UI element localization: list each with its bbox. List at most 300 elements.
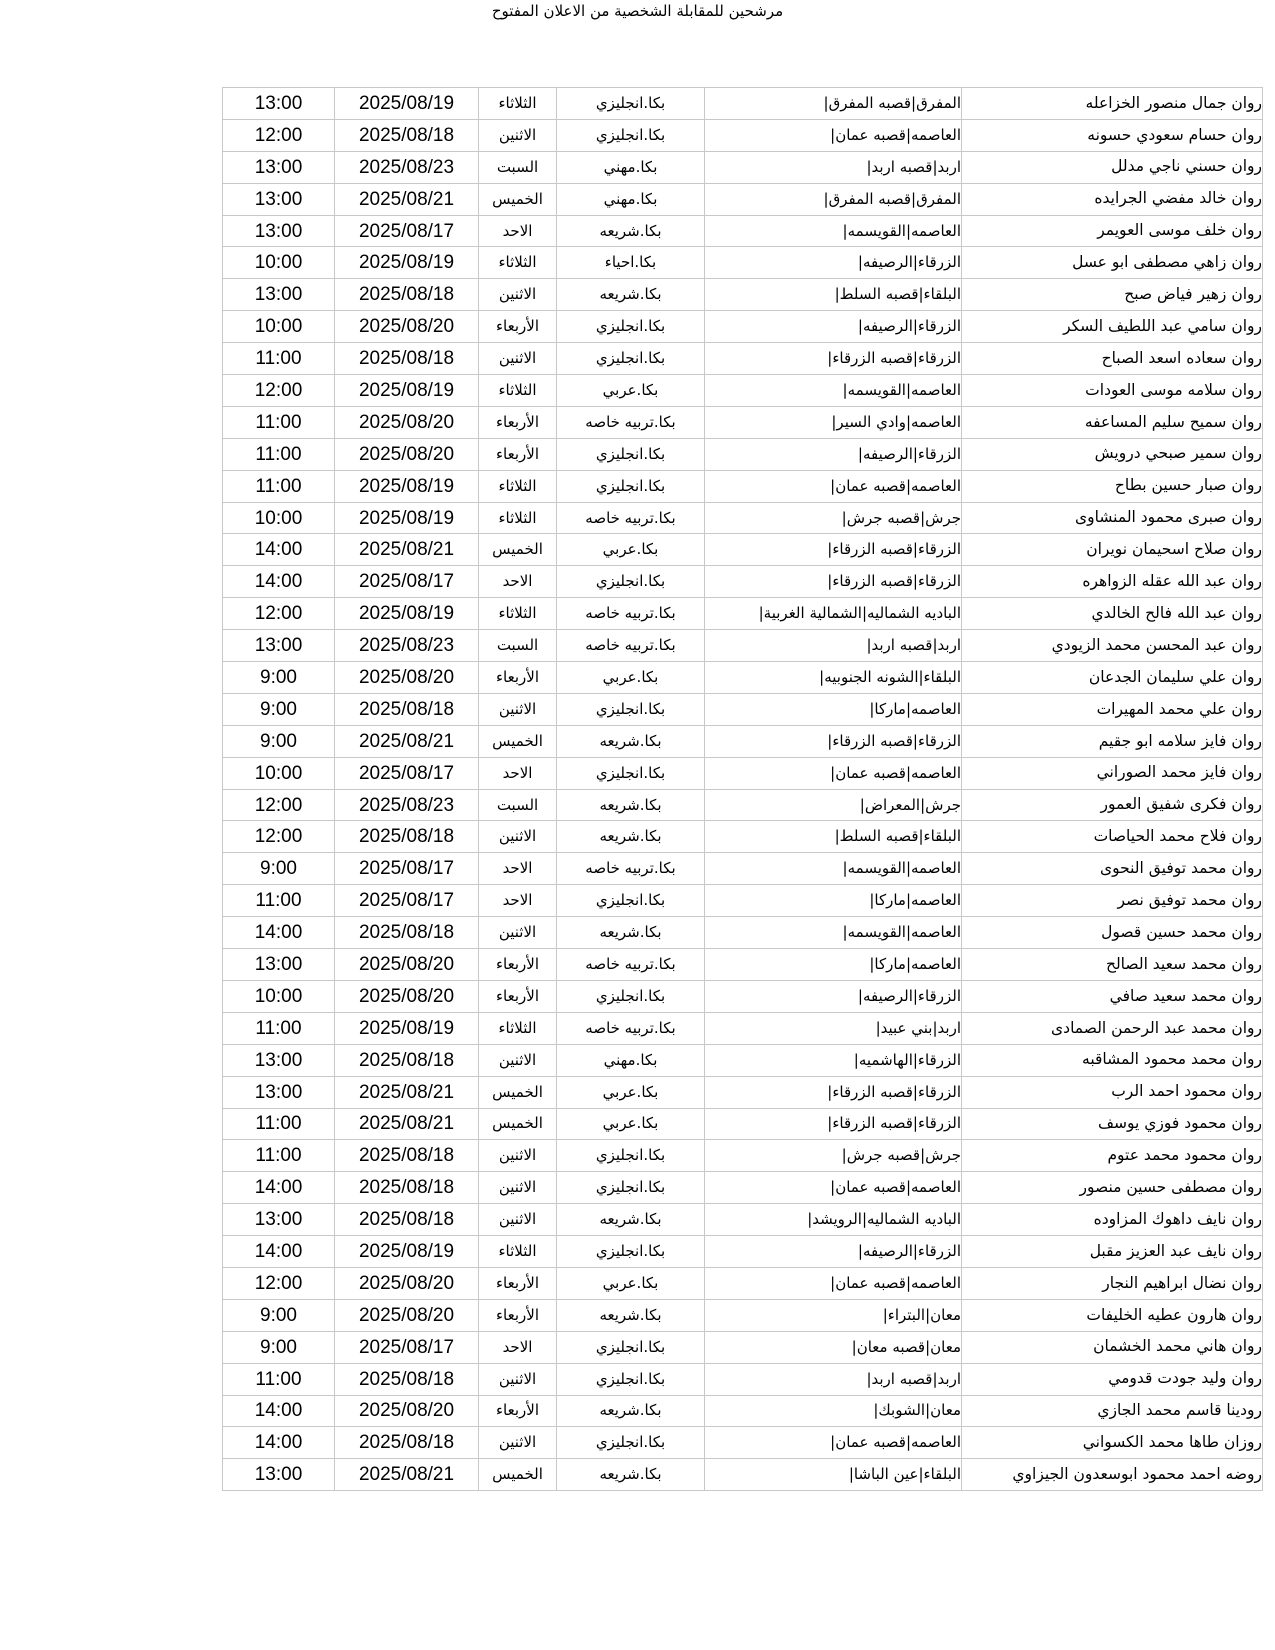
- region-cell: اربد|قصبه اربد|: [705, 630, 962, 662]
- region-cell: الزرقاء|قصبه الزرقاء|: [705, 1108, 962, 1140]
- region-cell: اربد|قصبه اربد|: [705, 151, 962, 183]
- interview-date-cell: 2025/08/18: [335, 1172, 479, 1204]
- candidate-name-cell: روان عبد المحسن محمد الزيودي: [962, 630, 1263, 662]
- interview-day-cell: الخميس: [479, 1459, 557, 1491]
- interview-date-cell: 2025/08/18: [335, 1363, 479, 1395]
- table-row: [223, 1044, 1263, 1076]
- table-row: [223, 1172, 1263, 1204]
- specialization-cell: بكا.شريعه: [557, 821, 705, 853]
- interview-time-cell: 13:00: [223, 215, 335, 247]
- specialization-cell: بكا.عربي: [557, 534, 705, 566]
- specialization-cell: بكا.عربي: [557, 1076, 705, 1108]
- interview-day-cell: الاثنين: [479, 119, 557, 151]
- interview-date-cell: 2025/08/20: [335, 438, 479, 470]
- interview-time-cell: 14:00: [223, 1395, 335, 1427]
- region-cell: العاصمه|قصبه عمان|: [705, 1172, 962, 1204]
- specialization-cell: بكا.انجليزي: [557, 311, 705, 343]
- region-cell: المفرق|قصبه المفرق|: [705, 183, 962, 215]
- candidate-name-cell: روان هارون عطيه الخليفات: [962, 1299, 1263, 1331]
- interview-time-cell: 14:00: [223, 1427, 335, 1459]
- interview-time-cell: 9:00: [223, 1331, 335, 1363]
- interview-date-cell: 2025/08/21: [335, 1076, 479, 1108]
- interview-day-cell: الاحد: [479, 1331, 557, 1363]
- specialization-cell: بكا.شريعه: [557, 917, 705, 949]
- candidate-name-cell: روان صبرى محمود المنشاوى: [962, 502, 1263, 534]
- candidate-name-cell: روان صلاح اسحيمان نويران: [962, 534, 1263, 566]
- interview-time-cell: 13:00: [223, 630, 335, 662]
- interview-date-cell: 2025/08/20: [335, 1267, 479, 1299]
- interview-date-cell: 2025/08/20: [335, 406, 479, 438]
- table-row: [223, 1363, 1263, 1395]
- candidate-name-cell: روان سلامه موسى العودات: [962, 375, 1263, 407]
- interview-day-cell: الأربعاء: [479, 662, 557, 694]
- table-row: [223, 311, 1263, 343]
- specialization-cell: بكا.مهني: [557, 151, 705, 183]
- interview-time-cell: 10:00: [223, 757, 335, 789]
- interview-time-cell: 14:00: [223, 566, 335, 598]
- region-cell: الزرقاء|الرصيفه|: [705, 311, 962, 343]
- interview-date-cell: 2025/08/17: [335, 1331, 479, 1363]
- interview-time-cell: 13:00: [223, 1459, 335, 1491]
- interview-date-cell: 2025/08/19: [335, 470, 479, 502]
- specialization-cell: بكا.شريعه: [557, 1204, 705, 1236]
- interview-day-cell: الأربعاء: [479, 406, 557, 438]
- interview-day-cell: الأربعاء: [479, 1395, 557, 1427]
- interview-day-cell: الاثنين: [479, 1427, 557, 1459]
- table-row: [223, 438, 1263, 470]
- interview-date-cell: 2025/08/18: [335, 279, 479, 311]
- specialization-cell: بكا.عربي: [557, 1267, 705, 1299]
- table-row: [223, 566, 1263, 598]
- region-cell: الزرقاء|الرصيفه|: [705, 1236, 962, 1268]
- candidate-name-cell: روان علي سليمان الجدعان: [962, 662, 1263, 694]
- interview-date-cell: 2025/08/21: [335, 1108, 479, 1140]
- region-cell: الزرقاء|قصبه الزرقاء|: [705, 534, 962, 566]
- interview-day-cell: الاحد: [479, 885, 557, 917]
- region-cell: الزرقاء|الرصيفه|: [705, 247, 962, 279]
- region-cell: جرش|قصبه جرش|: [705, 502, 962, 534]
- interview-date-cell: 2025/08/17: [335, 757, 479, 789]
- candidate-name-cell: روزان طاها محمد الكسواني: [962, 1427, 1263, 1459]
- interview-date-cell: 2025/08/18: [335, 821, 479, 853]
- interview-day-cell: الاثنين: [479, 821, 557, 853]
- table-row: [223, 885, 1263, 917]
- candidate-name-cell: روان نايف عبد العزيز مقبل: [962, 1236, 1263, 1268]
- region-cell: البلقاء|عين الباشا|: [705, 1459, 962, 1491]
- page-title: مرشحين للمقابلة الشخصية من الاعلان المفتوح: [491, 2, 784, 20]
- interview-date-cell: 2025/08/23: [335, 630, 479, 662]
- region-cell: العاصمه|القويسمه|: [705, 917, 962, 949]
- interview-day-cell: الاثنين: [479, 1363, 557, 1395]
- interview-time-cell: 9:00: [223, 662, 335, 694]
- specialization-cell: بكا.عربي: [557, 375, 705, 407]
- region-cell: العاصمه|قصبه عمان|: [705, 1267, 962, 1299]
- specialization-cell: بكا.انجليزي: [557, 438, 705, 470]
- candidate-name-cell: روان محمود محمد عتوم: [962, 1140, 1263, 1172]
- candidate-name-cell: روان حسني ناجي مدلل: [962, 151, 1263, 183]
- candidate-name-cell: روضه احمد محمود ابوسعدون الجيزاوي: [962, 1459, 1263, 1491]
- interview-date-cell: 2025/08/20: [335, 662, 479, 694]
- region-cell: الزرقاء|الرصيفه|: [705, 438, 962, 470]
- interview-day-cell: الأربعاء: [479, 980, 557, 1012]
- candidate-name-cell: روان وليد جودت قدومي: [962, 1363, 1263, 1395]
- candidate-name-cell: روان صبار حسين بطاح: [962, 470, 1263, 502]
- specialization-cell: بكا.انجليزي: [557, 693, 705, 725]
- interview-day-cell: الاثنين: [479, 1044, 557, 1076]
- table-row: [223, 853, 1263, 885]
- interview-date-cell: 2025/08/18: [335, 917, 479, 949]
- interview-time-cell: 13:00: [223, 88, 335, 120]
- interview-time-cell: 14:00: [223, 1236, 335, 1268]
- candidate-name-cell: روان محمود فوزي يوسف: [962, 1108, 1263, 1140]
- interview-date-cell: 2025/08/17: [335, 566, 479, 598]
- interview-day-cell: الاثنين: [479, 279, 557, 311]
- interview-date-cell: 2025/08/19: [335, 88, 479, 120]
- interview-date-cell: 2025/08/19: [335, 247, 479, 279]
- interview-day-cell: الأربعاء: [479, 949, 557, 981]
- candidate-name-cell: روان مصطفى حسين منصور: [962, 1172, 1263, 1204]
- interview-day-cell: الخميس: [479, 534, 557, 566]
- interview-day-cell: الثلاثاء: [479, 375, 557, 407]
- table-row: [223, 215, 1263, 247]
- interview-time-cell: 14:00: [223, 917, 335, 949]
- interview-time-cell: 9:00: [223, 725, 335, 757]
- interview-day-cell: الخميس: [479, 1076, 557, 1108]
- interview-time-cell: 13:00: [223, 949, 335, 981]
- interview-date-cell: 2025/08/21: [335, 534, 479, 566]
- interview-time-cell: 12:00: [223, 598, 335, 630]
- table-row: [223, 757, 1263, 789]
- interview-day-cell: الثلاثاء: [479, 1012, 557, 1044]
- interview-day-cell: الثلاثاء: [479, 502, 557, 534]
- interview-day-cell: الثلاثاء: [479, 470, 557, 502]
- specialization-cell: بكا.تربيه خاصه: [557, 1012, 705, 1044]
- interview-time-cell: 11:00: [223, 343, 335, 375]
- region-cell: معان|الشوبك|: [705, 1395, 962, 1427]
- table-row: [223, 693, 1263, 725]
- region-cell: معان|البتراء|: [705, 1299, 962, 1331]
- table-row: [223, 502, 1263, 534]
- region-cell: جرش|قصبه جرش|: [705, 1140, 962, 1172]
- interview-date-cell: 2025/08/18: [335, 343, 479, 375]
- interview-day-cell: الثلاثاء: [479, 88, 557, 120]
- interview-date-cell: 2025/08/17: [335, 215, 479, 247]
- interview-time-cell: 11:00: [223, 470, 335, 502]
- candidate-name-cell: روان سامي عبد اللطيف السكر: [962, 311, 1263, 343]
- table-row: [223, 725, 1263, 757]
- specialization-cell: بكا.عربي: [557, 662, 705, 694]
- interview-time-cell: 12:00: [223, 1267, 335, 1299]
- interview-date-cell: 2025/08/19: [335, 1236, 479, 1268]
- region-cell: اربد|بني عبيد|: [705, 1012, 962, 1044]
- interview-day-cell: الأربعاء: [479, 438, 557, 470]
- region-cell: الزرقاء|قصبه الزرقاء|: [705, 343, 962, 375]
- table-row: [223, 88, 1263, 120]
- region-cell: العاصمه|قصبه عمان|: [705, 119, 962, 151]
- interview-time-cell: 14:00: [223, 534, 335, 566]
- specialization-cell: بكا.تربيه خاصه: [557, 598, 705, 630]
- region-cell: اربد|قصبه اربد|: [705, 1363, 962, 1395]
- specialization-cell: بكا.شريعه: [557, 279, 705, 311]
- region-cell: الباديه الشماليه|الرويشد|: [705, 1204, 962, 1236]
- interview-day-cell: الاثنين: [479, 693, 557, 725]
- table-row: [223, 279, 1263, 311]
- candidate-name-cell: روان علي محمد المهيرات: [962, 693, 1263, 725]
- interview-day-cell: الأربعاء: [479, 1267, 557, 1299]
- specialization-cell: بكا.شريعه: [557, 1395, 705, 1427]
- interview-day-cell: السبت: [479, 789, 557, 821]
- specialization-cell: بكا.انجليزي: [557, 1236, 705, 1268]
- region-cell: الزرقاء|الرصيفه|: [705, 980, 962, 1012]
- interview-day-cell: السبت: [479, 630, 557, 662]
- candidate-name-cell: روان هاني محمد الخشمان: [962, 1331, 1263, 1363]
- specialization-cell: بكا.انجليزي: [557, 1363, 705, 1395]
- candidate-name-cell: روان خلف موسى العويمر: [962, 215, 1263, 247]
- candidate-name-cell: روان عبد الله عقله الزواهره: [962, 566, 1263, 598]
- table-row: [223, 598, 1263, 630]
- region-cell: البلقاء|قصبه السلط|: [705, 821, 962, 853]
- interview-day-cell: الأربعاء: [479, 1299, 557, 1331]
- interview-day-cell: الخميس: [479, 183, 557, 215]
- candidate-name-cell: روان محمود احمد الرب: [962, 1076, 1263, 1108]
- specialization-cell: بكا.انجليزي: [557, 1427, 705, 1459]
- table-row: [223, 980, 1263, 1012]
- table-row: [223, 1427, 1263, 1459]
- specialization-cell: بكا.تربيه خاصه: [557, 630, 705, 662]
- interview-time-cell: 11:00: [223, 1012, 335, 1044]
- interview-date-cell: 2025/08/18: [335, 1140, 479, 1172]
- table-row: [223, 662, 1263, 694]
- interview-time-cell: 13:00: [223, 151, 335, 183]
- interview-date-cell: 2025/08/20: [335, 311, 479, 343]
- specialization-cell: بكا.عربي: [557, 1108, 705, 1140]
- candidate-name-cell: روان فايز محمد الصوراني: [962, 757, 1263, 789]
- candidate-name-cell: روان جمال منصور الخزاعله: [962, 88, 1263, 120]
- interview-date-cell: 2025/08/18: [335, 1204, 479, 1236]
- interview-day-cell: الاحد: [479, 853, 557, 885]
- region-cell: الباديه الشماليه|الشمالية الغربية|: [705, 598, 962, 630]
- interview-date-cell: 2025/08/17: [335, 853, 479, 885]
- interview-day-cell: الخميس: [479, 725, 557, 757]
- table-row: [223, 917, 1263, 949]
- table-row: [223, 1395, 1263, 1427]
- interview-time-cell: 13:00: [223, 1044, 335, 1076]
- candidate-name-cell: روان محمد عبد الرحمن الصمادى: [962, 1012, 1263, 1044]
- interview-day-cell: الاحد: [479, 757, 557, 789]
- interview-day-cell: الثلاثاء: [479, 247, 557, 279]
- interview-time-cell: 11:00: [223, 1363, 335, 1395]
- candidate-name-cell: روان فكرى شفيق العمور: [962, 789, 1263, 821]
- specialization-cell: بكا.مهني: [557, 183, 705, 215]
- specialization-cell: بكا.انجليزي: [557, 1331, 705, 1363]
- table-row: [223, 1236, 1263, 1268]
- table-row: [223, 183, 1263, 215]
- table-row: [223, 470, 1263, 502]
- interview-date-cell: 2025/08/19: [335, 1012, 479, 1044]
- table-row: [223, 343, 1263, 375]
- interview-date-cell: 2025/08/20: [335, 980, 479, 1012]
- specialization-cell: بكا.شريعه: [557, 1459, 705, 1491]
- specialization-cell: بكا.انجليزي: [557, 1172, 705, 1204]
- interview-date-cell: 2025/08/18: [335, 693, 479, 725]
- region-cell: العاصمه|القويسمه|: [705, 853, 962, 885]
- interview-date-cell: 2025/08/20: [335, 949, 479, 981]
- specialization-cell: بكا.احياء: [557, 247, 705, 279]
- specialization-cell: بكا.تربيه خاصه: [557, 502, 705, 534]
- candidate-name-cell: روان عبد الله فالح الخالدي: [962, 598, 1263, 630]
- candidate-name-cell: روان حسام سعودي حسونه: [962, 119, 1263, 151]
- interview-day-cell: السبت: [479, 151, 557, 183]
- interview-date-cell: 2025/08/18: [335, 119, 479, 151]
- region-cell: البلقاء|الشونه الجنوبيه|: [705, 662, 962, 694]
- interview-time-cell: 14:00: [223, 1172, 335, 1204]
- region-cell: معان|قصبه معان|: [705, 1331, 962, 1363]
- interview-day-cell: الأربعاء: [479, 311, 557, 343]
- interview-date-cell: 2025/08/18: [335, 1427, 479, 1459]
- specialization-cell: بكا.شريعه: [557, 725, 705, 757]
- interview-time-cell: 9:00: [223, 853, 335, 885]
- candidate-name-cell: روان محمد سعيد صافي: [962, 980, 1263, 1012]
- interview-time-cell: 12:00: [223, 821, 335, 853]
- table-row: [223, 247, 1263, 279]
- interview-time-cell: 10:00: [223, 980, 335, 1012]
- specialization-cell: بكا.انجليزي: [557, 757, 705, 789]
- candidate-name-cell: روان محمد محمود المشاقبه: [962, 1044, 1263, 1076]
- specialization-cell: بكا.انجليزي: [557, 119, 705, 151]
- interview-date-cell: 2025/08/18: [335, 1044, 479, 1076]
- interview-date-cell: 2025/08/21: [335, 1459, 479, 1491]
- region-cell: العاصمه|ماركا|: [705, 949, 962, 981]
- table-row: [223, 1076, 1263, 1108]
- specialization-cell: بكا.تربيه خاصه: [557, 406, 705, 438]
- candidate-name-cell: روان خالد مفضي الجرايده: [962, 183, 1263, 215]
- interview-day-cell: الخميس: [479, 1108, 557, 1140]
- region-cell: العاصمه|القويسمه|: [705, 215, 962, 247]
- interview-date-cell: 2025/08/19: [335, 375, 479, 407]
- interview-time-cell: 11:00: [223, 438, 335, 470]
- interview-day-cell: الاحد: [479, 215, 557, 247]
- table-row: [223, 1267, 1263, 1299]
- region-cell: الزرقاء|قصبه الزرقاء|: [705, 566, 962, 598]
- specialization-cell: بكا.شريعه: [557, 1299, 705, 1331]
- table-row: [223, 630, 1263, 662]
- interview-time-cell: 10:00: [223, 311, 335, 343]
- candidate-name-cell: رودينا قاسم محمد الجازي: [962, 1395, 1263, 1427]
- region-cell: الزرقاء|قصبه الزرقاء|: [705, 725, 962, 757]
- table-row: [223, 949, 1263, 981]
- table-row: [223, 119, 1263, 151]
- interview-date-cell: 2025/08/21: [335, 183, 479, 215]
- table-row: [223, 789, 1263, 821]
- specialization-cell: بكا.شريعه: [557, 215, 705, 247]
- candidate-name-cell: روان محمد سعيد الصالح: [962, 949, 1263, 981]
- interview-date-cell: 2025/08/23: [335, 789, 479, 821]
- interview-time-cell: 13:00: [223, 183, 335, 215]
- table-row: [223, 151, 1263, 183]
- candidate-name-cell: روان زاهي مصطفى ابو عسل: [962, 247, 1263, 279]
- region-cell: المفرق|قصبه المفرق|: [705, 88, 962, 120]
- table-row: [223, 375, 1263, 407]
- candidate-name-cell: روان سميح سليم المساعفه: [962, 406, 1263, 438]
- table-row: [223, 534, 1263, 566]
- specialization-cell: بكا.مهني: [557, 1044, 705, 1076]
- candidate-name-cell: روان نايف داهوك المزاوده: [962, 1204, 1263, 1236]
- interview-day-cell: الاثنين: [479, 1204, 557, 1236]
- interview-time-cell: 11:00: [223, 406, 335, 438]
- candidate-name-cell: روان محمد توفيق النحوى: [962, 853, 1263, 885]
- table-row: [223, 1108, 1263, 1140]
- specialization-cell: بكا.تربيه خاصه: [557, 853, 705, 885]
- region-cell: الزرقاء|قصبه الزرقاء|: [705, 1076, 962, 1108]
- interview-time-cell: 10:00: [223, 247, 335, 279]
- interview-time-cell: 13:00: [223, 279, 335, 311]
- region-cell: العاصمه|ماركا|: [705, 693, 962, 725]
- table-row: [223, 1459, 1263, 1491]
- specialization-cell: بكا.شريعه: [557, 789, 705, 821]
- interview-date-cell: 2025/08/20: [335, 1299, 479, 1331]
- table-row: [223, 1204, 1263, 1236]
- table-row: [223, 1012, 1263, 1044]
- interview-day-cell: الثلاثاء: [479, 1236, 557, 1268]
- candidate-name-cell: روان سمير صبحي درويش: [962, 438, 1263, 470]
- candidate-name-cell: روان زهير فياض صبح: [962, 279, 1263, 311]
- specialization-cell: بكا.تربيه خاصه: [557, 949, 705, 981]
- interview-date-cell: 2025/08/21: [335, 725, 479, 757]
- table-row: [223, 1299, 1263, 1331]
- table-row: [223, 406, 1263, 438]
- interview-time-cell: 10:00: [223, 502, 335, 534]
- table-row: [223, 1331, 1263, 1363]
- candidate-name-cell: روان محمد توفيق نصر: [962, 885, 1263, 917]
- interview-time-cell: 12:00: [223, 119, 335, 151]
- interview-day-cell: الاثنين: [479, 1172, 557, 1204]
- region-cell: العاصمه|قصبه عمان|: [705, 757, 962, 789]
- interview-date-cell: 2025/08/19: [335, 502, 479, 534]
- interview-time-cell: 11:00: [223, 885, 335, 917]
- interview-time-cell: 11:00: [223, 1140, 335, 1172]
- specialization-cell: بكا.انجليزي: [557, 88, 705, 120]
- candidates-table-body: [223, 88, 1263, 1491]
- interview-day-cell: الاثنين: [479, 917, 557, 949]
- interview-day-cell: الثلاثاء: [479, 598, 557, 630]
- interview-date-cell: 2025/08/23: [335, 151, 479, 183]
- candidate-name-cell: روان محمد حسين قصول: [962, 917, 1263, 949]
- candidate-name-cell: روان فايز سلامه ابو جقيم: [962, 725, 1263, 757]
- candidate-name-cell: روان سعاده اسعد الصباح: [962, 343, 1263, 375]
- region-cell: العاصمه|ماركا|: [705, 885, 962, 917]
- interview-time-cell: 9:00: [223, 1299, 335, 1331]
- interview-date-cell: 2025/08/17: [335, 885, 479, 917]
- interview-day-cell: الاثنين: [479, 1140, 557, 1172]
- region-cell: العاصمه|قصبه عمان|: [705, 470, 962, 502]
- specialization-cell: بكا.انجليزي: [557, 566, 705, 598]
- interview-day-cell: الاحد: [479, 566, 557, 598]
- table-row: [223, 821, 1263, 853]
- interview-time-cell: 13:00: [223, 1204, 335, 1236]
- interview-time-cell: 9:00: [223, 693, 335, 725]
- specialization-cell: بكا.انجليزي: [557, 885, 705, 917]
- interview-time-cell: 12:00: [223, 375, 335, 407]
- region-cell: العاصمه|وادي السير|: [705, 406, 962, 438]
- interview-date-cell: 2025/08/19: [335, 598, 479, 630]
- candidate-name-cell: روان نضال ابراهيم النجار: [962, 1267, 1263, 1299]
- region-cell: الزرقاء|الهاشميه|: [705, 1044, 962, 1076]
- specialization-cell: بكا.انجليزي: [557, 980, 705, 1012]
- interview-time-cell: 11:00: [223, 1108, 335, 1140]
- region-cell: جرش|المعراض|: [705, 789, 962, 821]
- candidates-table: [222, 87, 1263, 1491]
- specialization-cell: بكا.انجليزي: [557, 470, 705, 502]
